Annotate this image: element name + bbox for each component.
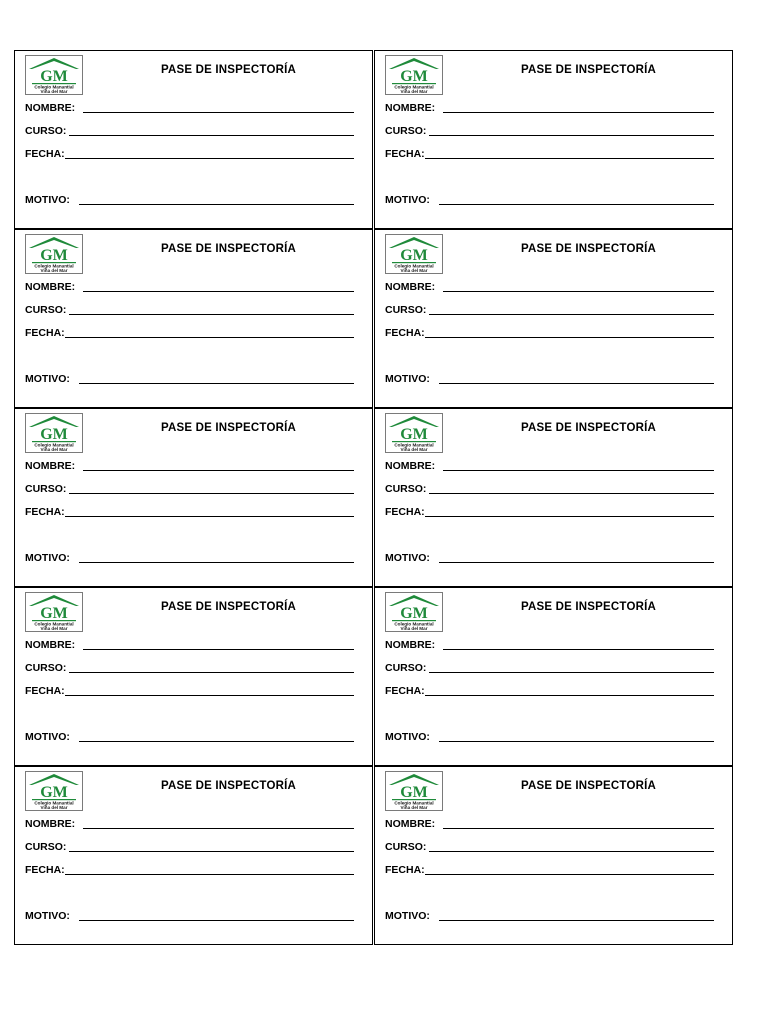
fecha-label: FECHA: xyxy=(385,327,425,339)
curso-field[interactable] xyxy=(25,662,354,674)
curso-field[interactable] xyxy=(385,483,714,495)
logo-line1: Colegio Manantial xyxy=(394,621,434,627)
nombre-line xyxy=(443,112,714,113)
motivo-field[interactable] xyxy=(385,194,714,206)
fecha-field[interactable] xyxy=(385,506,714,518)
fecha-label: FECHA: xyxy=(385,506,425,518)
logo-initials: GM xyxy=(400,426,428,443)
inspection-pass-card xyxy=(14,408,373,587)
nombre-field[interactable] xyxy=(25,818,354,830)
motivo-label: MOTIVO: xyxy=(385,731,430,743)
logo-initials: GM xyxy=(400,784,428,801)
logo-line1: Colegio Manantial xyxy=(34,263,74,269)
curso-field[interactable] xyxy=(385,662,714,674)
school-logo-icon xyxy=(385,234,443,274)
fecha-line xyxy=(65,158,354,159)
nombre-line xyxy=(83,112,354,113)
logo-line2: Viña del Mar xyxy=(40,89,68,94)
fecha-label: FECHA: xyxy=(385,864,425,876)
nombre-field[interactable] xyxy=(385,639,714,651)
fecha-field[interactable] xyxy=(25,148,354,160)
nombre-field[interactable] xyxy=(25,460,354,472)
fecha-line xyxy=(65,516,354,517)
logo-line1: Colegio Manantial xyxy=(394,442,434,448)
motivo-line xyxy=(79,383,354,384)
curso-field[interactable] xyxy=(385,125,714,137)
nombre-label: NOMBRE: xyxy=(385,102,436,114)
fecha-field[interactable] xyxy=(385,327,714,339)
curso-field[interactable] xyxy=(385,841,714,853)
motivo-line xyxy=(439,562,714,563)
motivo-field[interactable] xyxy=(25,552,354,564)
inspection-pass-card xyxy=(14,766,373,945)
inspection-pass-card xyxy=(374,229,733,408)
curso-label: CURSO: xyxy=(25,125,67,137)
logo-line2: Viña del Mar xyxy=(400,268,428,273)
pass-title: PASE DE INSPECTORÍA xyxy=(160,243,296,255)
school-logo-icon xyxy=(25,55,83,95)
logo-line2: Viña del Mar xyxy=(400,447,428,452)
nombre-field[interactable] xyxy=(385,281,714,293)
pass-title: PASE DE INSPECTORÍA xyxy=(520,243,656,255)
inspection-pass-card xyxy=(14,50,373,229)
fecha-line xyxy=(65,337,354,338)
inspection-pass-card xyxy=(374,408,733,587)
fecha-field[interactable] xyxy=(385,864,714,876)
fecha-line xyxy=(65,874,354,875)
logo-initials: GM xyxy=(40,605,68,622)
motivo-label: MOTIVO: xyxy=(25,373,70,385)
fecha-field[interactable] xyxy=(25,506,354,518)
curso-line xyxy=(69,851,354,852)
nombre-label: NOMBRE: xyxy=(385,639,436,651)
fecha-line xyxy=(425,874,714,875)
school-logo-icon xyxy=(25,234,83,274)
fecha-label: FECHA: xyxy=(25,148,65,160)
logo-line2: Viña del Mar xyxy=(400,89,428,94)
fecha-label: FECHA: xyxy=(385,685,425,697)
pass-title: PASE DE INSPECTORÍA xyxy=(160,780,296,792)
curso-line xyxy=(69,135,354,136)
inspection-pass-card xyxy=(374,766,733,945)
pass-title: PASE DE INSPECTORÍA xyxy=(520,601,656,613)
logo-line2: Viña del Mar xyxy=(40,805,68,810)
nombre-field[interactable] xyxy=(385,818,714,830)
pass-title: PASE DE INSPECTORÍA xyxy=(520,64,656,76)
nombre-label: NOMBRE: xyxy=(385,818,436,830)
fecha-line xyxy=(425,337,714,338)
motivo-label: MOTIVO: xyxy=(385,373,430,385)
motivo-label: MOTIVO: xyxy=(25,731,70,743)
logo-initials: GM xyxy=(40,247,68,264)
curso-label: CURSO: xyxy=(385,304,427,316)
nombre-line xyxy=(83,291,354,292)
school-logo-icon xyxy=(385,55,443,95)
school-logo-icon xyxy=(385,413,443,453)
motivo-field[interactable] xyxy=(25,910,354,922)
nombre-line xyxy=(83,649,354,650)
nombre-line xyxy=(443,291,714,292)
motivo-line xyxy=(439,204,714,205)
motivo-line xyxy=(79,741,354,742)
curso-label: CURSO: xyxy=(385,841,427,853)
curso-line xyxy=(429,493,714,494)
fecha-line xyxy=(425,516,714,517)
nombre-line xyxy=(443,649,714,650)
logo-line1: Colegio Manantial xyxy=(34,442,74,448)
logo-initials: GM xyxy=(40,68,68,85)
curso-line xyxy=(69,493,354,494)
nombre-field[interactable] xyxy=(25,102,354,114)
nombre-line xyxy=(83,470,354,471)
nombre-line xyxy=(443,470,714,471)
logo-line2: Viña del Mar xyxy=(400,805,428,810)
fecha-label: FECHA: xyxy=(25,327,65,339)
fecha-field[interactable] xyxy=(25,864,354,876)
school-logo-icon xyxy=(25,413,83,453)
motivo-line xyxy=(439,383,714,384)
pass-title: PASE DE INSPECTORÍA xyxy=(520,780,656,792)
school-logo-icon xyxy=(385,771,443,811)
motivo-line xyxy=(79,562,354,563)
logo-line1: Colegio Manantial xyxy=(394,800,434,806)
curso-label: CURSO: xyxy=(25,483,67,495)
curso-label: CURSO: xyxy=(25,304,67,316)
inspection-pass-card xyxy=(374,50,733,229)
nombre-label: NOMBRE: xyxy=(25,281,76,293)
logo-initials: GM xyxy=(400,605,428,622)
logo-line1: Colegio Manantial xyxy=(34,621,74,627)
motivo-label: MOTIVO: xyxy=(385,910,430,922)
logo-line2: Viña del Mar xyxy=(40,268,68,273)
curso-line xyxy=(69,672,354,673)
pass-title: PASE DE INSPECTORÍA xyxy=(520,422,656,434)
curso-field[interactable] xyxy=(25,304,354,316)
fecha-field[interactable] xyxy=(25,327,354,339)
logo-line2: Viña del Mar xyxy=(40,626,68,631)
curso-line xyxy=(429,672,714,673)
motivo-field[interactable] xyxy=(385,373,714,385)
logo-initials: GM xyxy=(400,68,428,85)
school-logo-icon xyxy=(25,592,83,632)
motivo-label: MOTIVO: xyxy=(25,194,70,206)
logo-line1: Colegio Manantial xyxy=(34,84,74,90)
logo-line2: Viña del Mar xyxy=(400,626,428,631)
motivo-field[interactable] xyxy=(25,731,354,743)
nombre-field[interactable] xyxy=(25,281,354,293)
fecha-line xyxy=(65,695,354,696)
curso-label: CURSO: xyxy=(385,125,427,137)
motivo-field[interactable] xyxy=(385,731,714,743)
motivo-label: MOTIVO: xyxy=(385,552,430,564)
fecha-label: FECHA: xyxy=(385,148,425,160)
pass-title: PASE DE INSPECTORÍA xyxy=(160,422,296,434)
motivo-label: MOTIVO: xyxy=(385,194,430,206)
logo-line2: Viña del Mar xyxy=(40,447,68,452)
school-logo-icon xyxy=(25,771,83,811)
curso-label: CURSO: xyxy=(385,483,427,495)
curso-line xyxy=(69,314,354,315)
school-logo-icon xyxy=(385,592,443,632)
motivo-line xyxy=(439,920,714,921)
fecha-field[interactable] xyxy=(385,148,714,160)
curso-label: CURSO: xyxy=(25,662,67,674)
nombre-label: NOMBRE: xyxy=(25,102,76,114)
fecha-label: FECHA: xyxy=(25,685,65,697)
curso-line xyxy=(429,851,714,852)
nombre-label: NOMBRE: xyxy=(25,639,76,651)
nombre-line xyxy=(443,828,714,829)
logo-line1: Colegio Manantial xyxy=(394,263,434,269)
logo-initials: GM xyxy=(40,426,68,443)
nombre-label: NOMBRE: xyxy=(385,281,436,293)
nombre-field[interactable] xyxy=(385,102,714,114)
fecha-line xyxy=(425,158,714,159)
pass-title: PASE DE INSPECTORÍA xyxy=(160,601,296,613)
nombre-label: NOMBRE: xyxy=(385,460,436,472)
curso-field[interactable] xyxy=(385,304,714,316)
curso-field[interactable] xyxy=(25,125,354,137)
curso-line xyxy=(429,135,714,136)
nombre-field[interactable] xyxy=(25,639,354,651)
motivo-field[interactable] xyxy=(25,373,354,385)
fecha-label: FECHA: xyxy=(25,864,65,876)
fecha-field[interactable] xyxy=(385,685,714,697)
inspection-pass-card xyxy=(14,587,373,766)
nombre-label: NOMBRE: xyxy=(25,460,76,472)
logo-initials: GM xyxy=(400,247,428,264)
pass-sheet xyxy=(14,50,734,948)
logo-line1: Colegio Manantial xyxy=(34,800,74,806)
nombre-field[interactable] xyxy=(385,460,714,472)
curso-field[interactable] xyxy=(25,483,354,495)
inspection-pass-card xyxy=(14,229,373,408)
fecha-label: FECHA: xyxy=(25,506,65,518)
motivo-label: MOTIVO: xyxy=(25,910,70,922)
motivo-line xyxy=(79,920,354,921)
motivo-line xyxy=(439,741,714,742)
curso-label: CURSO: xyxy=(25,841,67,853)
curso-label: CURSO: xyxy=(385,662,427,674)
motivo-line xyxy=(79,204,354,205)
inspection-pass-card xyxy=(374,587,733,766)
motivo-field[interactable] xyxy=(385,552,714,564)
logo-initials: GM xyxy=(40,784,68,801)
logo-line1: Colegio Manantial xyxy=(394,84,434,90)
nombre-label: NOMBRE: xyxy=(25,818,76,830)
motivo-field[interactable] xyxy=(25,194,354,206)
fecha-field[interactable] xyxy=(25,685,354,697)
curso-line xyxy=(429,314,714,315)
motivo-field[interactable] xyxy=(385,910,714,922)
curso-field[interactable] xyxy=(25,841,354,853)
motivo-label: MOTIVO: xyxy=(25,552,70,564)
fecha-line xyxy=(425,695,714,696)
nombre-line xyxy=(83,828,354,829)
pass-title: PASE DE INSPECTORÍA xyxy=(160,64,296,76)
